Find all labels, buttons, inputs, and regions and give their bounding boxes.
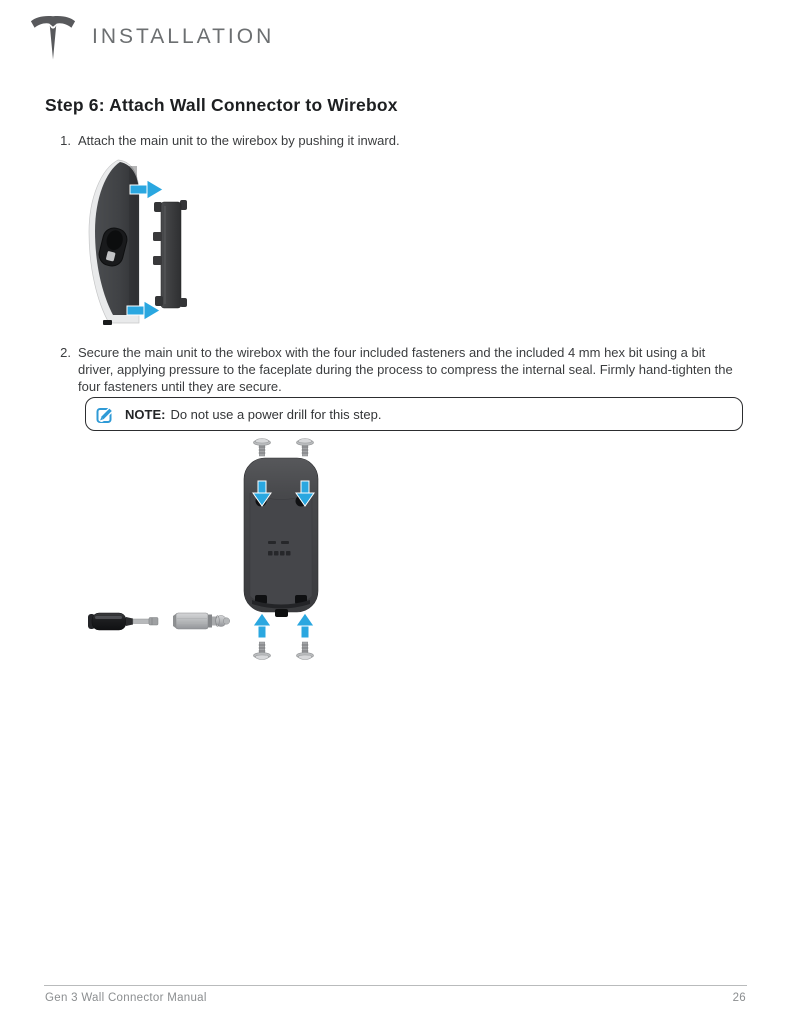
note-label: NOTE: xyxy=(125,406,166,422)
step-1-number: 1. xyxy=(60,133,71,148)
step-1-text: Attach the main unit to the wirebox by pushing it inward. xyxy=(78,133,400,148)
tesla-logo-icon xyxy=(30,10,76,62)
footer-manual-title: Gen 3 Wall Connector Manual xyxy=(45,992,207,1004)
figure-secure-fasteners-front-view xyxy=(80,433,340,665)
figure-attach-unit-side-view xyxy=(85,156,203,328)
footer-divider xyxy=(44,985,747,986)
fastener-top-left xyxy=(254,439,271,457)
step-1 xyxy=(45,132,665,149)
note-text xyxy=(125,407,381,422)
section-label: INSTALLATION xyxy=(92,25,275,48)
page-title: Step 6: Attach Wall Connector to Wirebox xyxy=(45,95,398,115)
pencil-square-note-icon xyxy=(96,405,115,424)
step-2 xyxy=(45,344,744,395)
footer-page-number: 26 xyxy=(732,992,746,1004)
wirebox-illustration xyxy=(153,200,187,308)
note-body: Do not use a power drill for this step. xyxy=(170,406,382,422)
fastener-top-right xyxy=(297,439,314,457)
step-2-text: Secure the main unit to the wirebox with the four included fasteners and the included 4 mm hex bit using a bit driver, applying pressure to the faceplate during the process to compress the internal seal. Firmly hand-tighten the four fasteners until they are secure. xyxy=(78,345,733,394)
fastener-bottom-right xyxy=(297,642,314,660)
bit-driver-icon xyxy=(88,613,158,630)
hex-bit-icon xyxy=(173,613,230,629)
arrow-up-right-icon xyxy=(296,613,314,638)
arrow-up-left-icon xyxy=(253,613,271,638)
step-2-number: 2. xyxy=(60,345,71,360)
fastener-bottom-left xyxy=(254,642,271,660)
note-box xyxy=(85,397,743,431)
